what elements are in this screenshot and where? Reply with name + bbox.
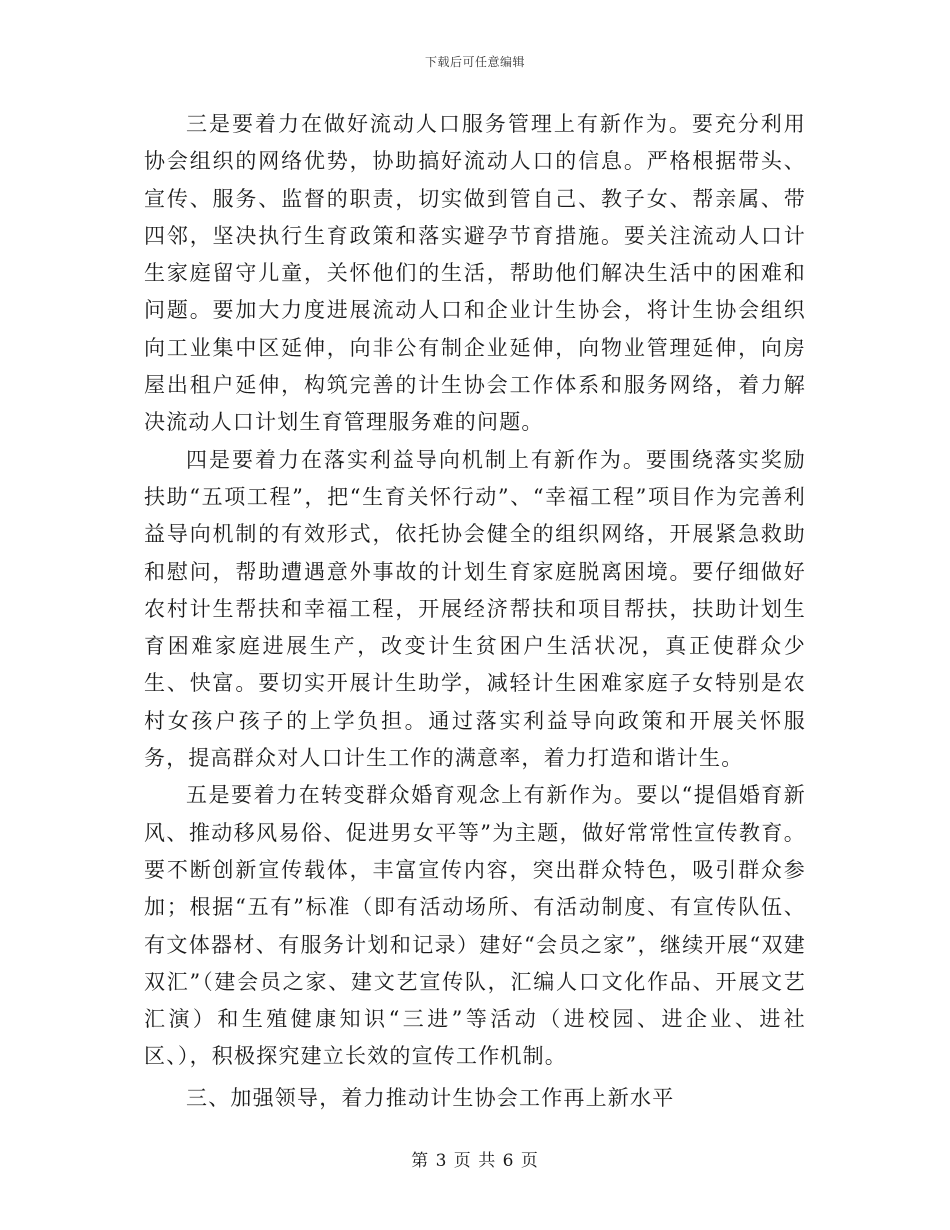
- paragraph-point-three: 三是要着力在做好流动人口服务管理上有新作为。要充分利用协会组织的网络优势，协助搞好流动人口的信息。严格根据带头、宣传、服务、监督的职责，切实做到管自己、教子女、帮亲属、带四邻，坚决执行生育政策和落实避孕节育措施。要关注流动人口计生家庭留守儿童，关怀他们的生活，帮助他们解决生活中的困难和问题。要加大力度进展流动人口和企业计生协会，将计生协会组织向工业集中区延伸，向非公有制企业延伸，向物业管理延伸，向房屋出租户延伸，构筑完善的计生协会工作体系和服务网络，着力解决流动人口计划生育管理服务难的问题。: [144, 112, 806, 435]
- page-header: 下载后可任意编辑: [424, 55, 525, 69]
- paragraph-point-five: 五是要着力在转变群众婚育观念上有新作为。要以“提倡婚育新风、推动移风易俗、促进男女平等”为主题，做好常常性宣传教育。要不断创新宣传载体，丰富宣传内容，突出群众特色，吸引群众参加；根据“五有”标准（即有活动场所、有活动制度、有宣传队伍、有文体器材、有服务计划和记录）建好“会员之家”，继续开展“双建双汇”（建会员之家、建文艺宣传队，汇编人口文化作品、开展文艺汇演）和生殖健康知识“三进”等活动（进校园、进企业、进社区、），积极探究建立长效的宣传工作机制。: [144, 783, 806, 1069]
- page-number-footer: 第 3 页 共 6 页: [411, 1151, 539, 1171]
- document-body: [144, 106, 806, 1117]
- paragraph-point-four: 四是要着力在落实利益导向机制上有新作为。要围绕落实奖励扶助“五项工程”，把“生育关怀行动”、“幸福工程”项目作为完善利益导向机制的有效形式，依托协会健全的组织网络，开展紧急救助和慰问，帮助遭遇意外事故的计划生育家庭脱离困境。要仔细做好农村计生帮扶和幸福工程，开展经济帮扶和项目帮扶，扶助计划生育困难家庭进展生产，改变计生贫困户生活状况，真正使群众少生、快富。要切实开展计生助学，减轻计生困难家庭子女特别是农村女孩户孩子的上学负担。通过落实利益导向政策和开展关怀服务，提高群众对人口计生工作的满意率，着力打造和谐计生。: [144, 447, 806, 771]
- section-heading: 三、加强领导，着力推动计生协会工作再上新水平: [186, 1085, 675, 1110]
